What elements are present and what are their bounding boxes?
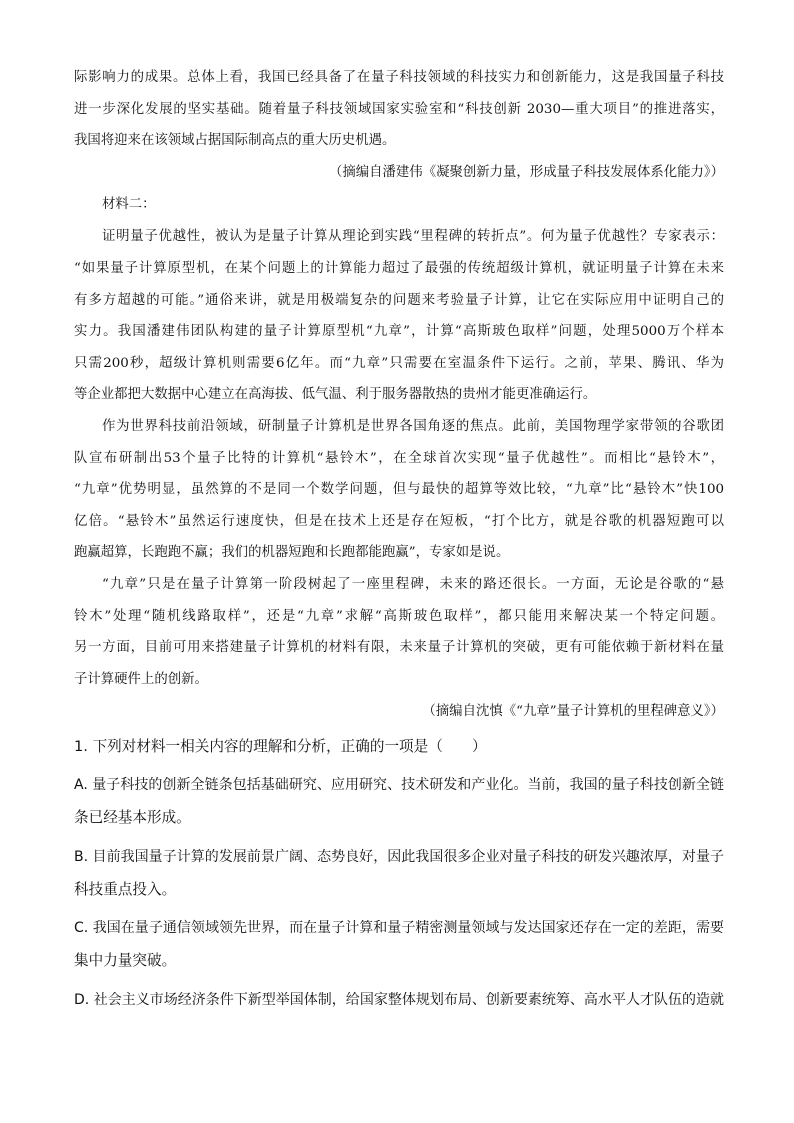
material2-p2-line: “九章”优势明显，虽然算的不是同一个数学问题，但与最快的超算等效比较，“九章”比“悬铃木”快100 bbox=[74, 482, 724, 497]
option-b-continued: 科技重点投入。 bbox=[74, 881, 177, 898]
material2-p1-line: 等企业都把大数据中心建立在高海拔、低气温、利于服务器散热的贵州才能更准确运行。 bbox=[74, 387, 597, 402]
material2-p3-line: 另一方面，目前可用来搭建量子计算机的材料有限，未来量子计算机的突破，更有可能依赖于新材料在量 bbox=[74, 640, 724, 655]
material2-p1-line: 有多方超越的可能。”通俗来讲，就是用极端复杂的问题来考验量子计算，让它在实际应用中证明自己的 bbox=[74, 293, 724, 308]
option-c: C. 我国在量子通信领域领先世界，而在量子计算和量子精密测量领域与发达国家还存在一定的差距，需要 bbox=[74, 920, 724, 936]
material2-p1-line: 只需200秒，超级计算机则需要6亿年。而“九章”只需要在室温条件下运行。之前，苹果、腾讯、华为 bbox=[74, 356, 724, 371]
material2-p2-line: 跑赢超算，长跑跑不赢；我们的机器短跑和长跑都能跑赢”，专家如是说。 bbox=[74, 545, 510, 560]
material2-p1-line: 证明量子优越性，被认为是量子计算从理论到实践“里程碑的转折点”。何为量子优越性？专家表示： bbox=[102, 229, 724, 244]
material2-p3-line: “九章”只是在量子计算第一阶段树起了一座里程碑，未来的路还很长。一方面，无论是谷歌的“悬 bbox=[102, 577, 724, 592]
material1-line: 我国将迎来在该领域占据国际制高点的重大历史机遇。 bbox=[74, 133, 396, 148]
option-b: B. 目前我国量子计算的发展前景广阔、态势良好，因此我国很多企业对量子科技的研发兴趣浓厚，对量子 bbox=[74, 849, 724, 865]
material2-p3-line: 铃木”处理“随机线路取样”，还是“九章”求解“高斯玻色取样”，都只能用来解决某一个特定问题。 bbox=[74, 609, 724, 624]
material2-p2-line: 队宣布研制出53个量子比特的计算机“悬铃木”，在全球首次实现“量子优越性”。而相比“悬铃木”， bbox=[74, 451, 724, 466]
material1-line: 进一步深化发展的坚实基础。随着量子科技领域国家实验室和“科技创新 2030—重大项目”的推进落实， bbox=[74, 102, 724, 117]
question-stem: 1. 下列对材料一相关内容的理解和分析，正确的一项是（ ） bbox=[74, 738, 487, 755]
material2-p1-line: 实力。我国潘建伟团队构建的量子计算原型机“九章”，计算“高斯玻色取样”问题，处理5000万个样本 bbox=[74, 324, 724, 339]
material2-p2-line: 亿倍。“悬铃木”虽然运行速度快，但是在技术上还是存在短板，“打个比方，就是谷歌的机器短跑可以 bbox=[74, 514, 724, 529]
option-d: D. 社会主义市场经济条件下新型举国体制，给国家整体规划布局、创新要素统筹、高水平人才队伍的造就 bbox=[74, 992, 724, 1008]
material2-p3-line: 子计算硬件上的创新。 bbox=[74, 672, 208, 687]
source-citation-2: （摘编自沈慎《“九章”量子计算机的里程碑意义》） bbox=[422, 704, 724, 719]
material1-line: 际影响力的成果。总体上看，我国已经具备了在量子科技领域的科技实力和创新能力，这是我国量子科技 bbox=[74, 70, 724, 85]
option-a-continued: 条已经基本形成。 bbox=[74, 809, 191, 826]
source-citation-1: （摘编自潘建伟《凝聚创新力量，形成量子科技发展体系化能力》） bbox=[328, 165, 724, 180]
material2-heading: 材料二： bbox=[102, 197, 156, 212]
option-c-continued: 集中力量突破。 bbox=[74, 952, 177, 969]
option-a: A. 量子科技的创新全链条包括基础研究、应用研究、技术研发和产业化。当前，我国的量子科技创新全链 bbox=[74, 777, 724, 793]
material2-p1-line: “如果量子计算原型机，在某个问题上的计算能力超过了最强的传统超级计算机，就证明量子计算在未来 bbox=[74, 261, 724, 276]
material2-p2-line: 作为世界科技前沿领域，研制量子计算机是世界各国角逐的焦点。此前，美国物理学家带领的谷歌团 bbox=[102, 419, 724, 434]
